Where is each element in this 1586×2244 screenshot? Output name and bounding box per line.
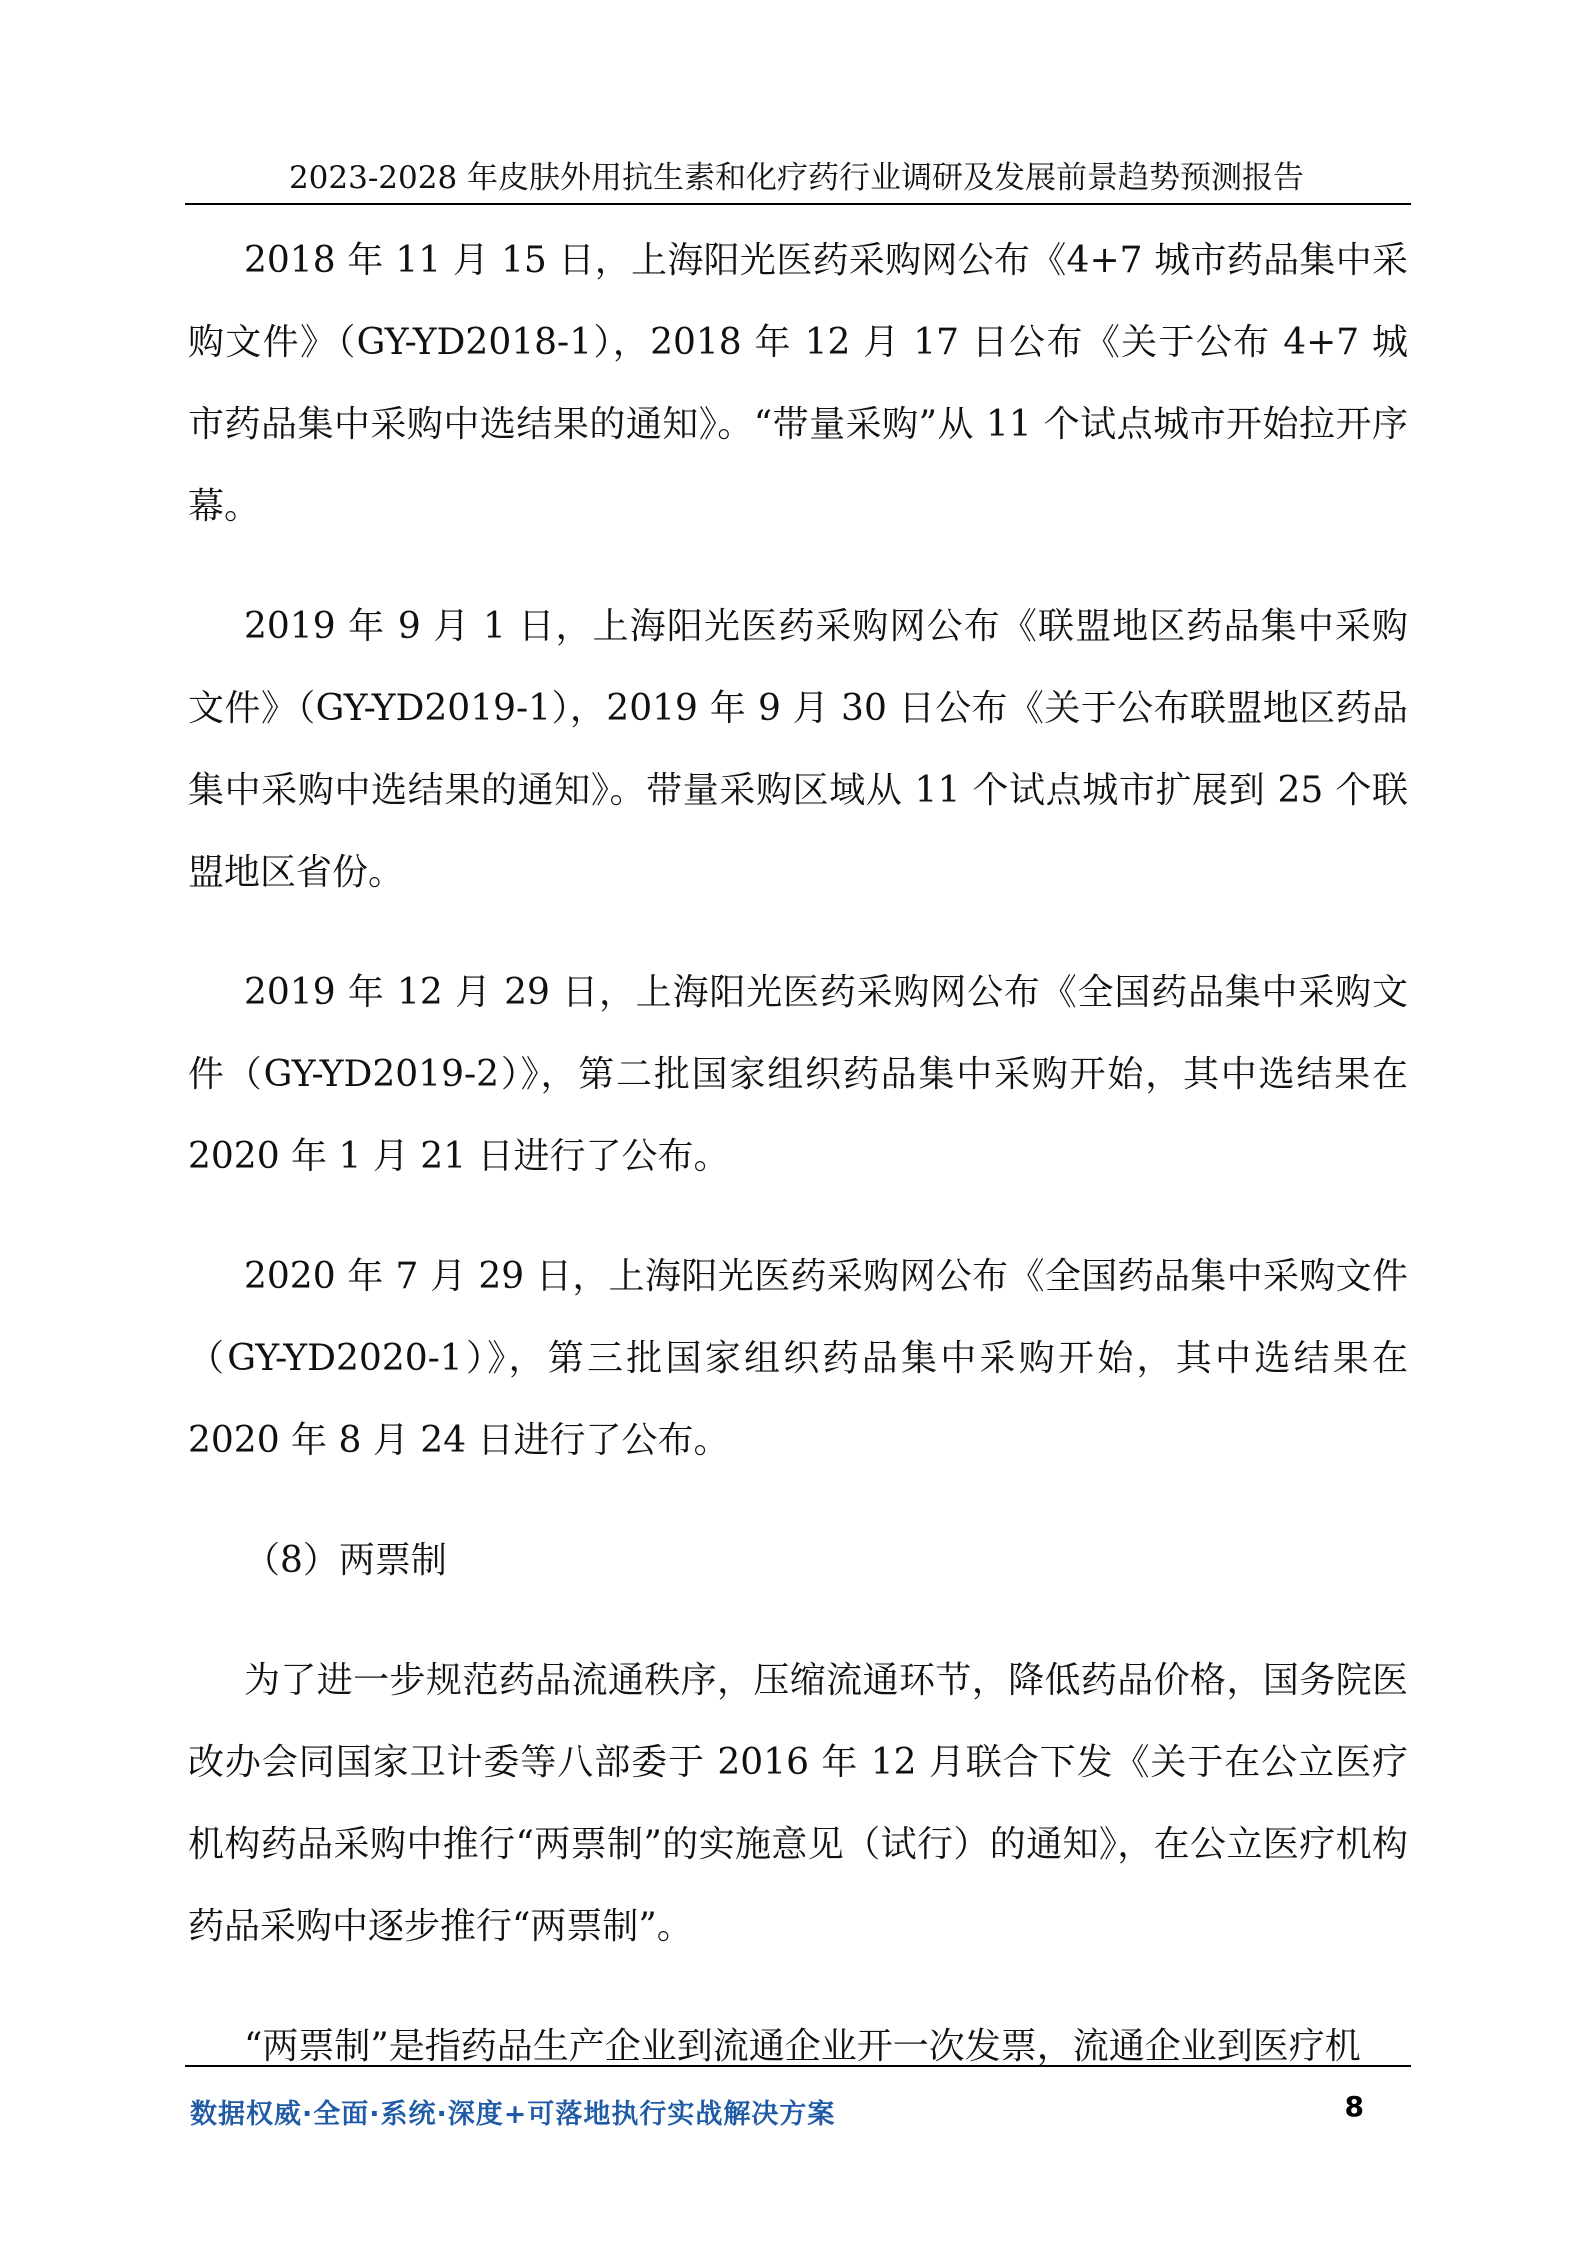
document-body [188,220,1408,2126]
footer-divider [185,2065,1411,2067]
report-title: 2023-2028 年皮肤外用抗生素和化疗药行业调研及发展前景趋势预测报告 [288,160,1305,196]
paragraph-two-invoice-policy: 为了进一步规范药品流通秩序，压缩流通环节，降低药品价格，国务院医改办会同国家卫计委等八部委于 2016 年 12 月联合下发《关于在公立医疗机构药品采购中推行“两票制”的实施意见（试行）的通知》，在公立医疗机构药品采购中逐步推行“两票制”。 [188,1660,1408,1947]
page-number: 8 [1344,2090,1364,2123]
section-heading-two-invoice: （8）两票制 [244,1540,447,1581]
footer-slogan: 数据权威·全面·系统·深度+可落地执行实战解决方案 [190,2099,836,2130]
paragraph-second-batch: 2019 年 12 月 29 日，上海阳光医药采购网公布《全国药品集中采购文件（GY-YD2019-2）》，第二批国家组织药品集中采购开始，其中选结果在 2020 年 1 月 21 日进行了公布。 [188,972,1408,1177]
paragraph-alliance-procurement: 2019 年 9 月 1 日，上海阳光医药采购网公布《联盟地区药品集中采购文件》（GY-YD2019-1），2019 年 9 月 30 日公布《关于公布联盟地区药品集中采购中选结果的通知》。带量采购区域从 11 个试点城市扩展到 25 个联盟地区省份。 [188,606,1408,893]
paragraph-third-batch: 2020 年 7 月 29 日，上海阳光医药采购网公布《全国药品集中采购文件（GY-YD2020-1）》，第三批国家组织药品集中采购开始，其中选结果在 2020 年 8 月 24 日进行了公布。 [188,1256,1408,1461]
paragraph-4plus7-procurement: 2018 年 11 月 15 日，上海阳光医药采购网公布《4+7 城市药品集中采购文件》（GY-YD2018-1），2018 年 12 月 17 日公布《关于公布 4+7 城市药品集中采购中选结果的通知》。“带量采购”从 11 个试点城市开始拉开序幕。 [188,240,1408,527]
header-divider [185,203,1411,205]
paragraph-two-invoice-definition: “两票制”是指药品生产企业到流通企业开一次发票，流通企业到医疗机 [244,2026,1361,2067]
